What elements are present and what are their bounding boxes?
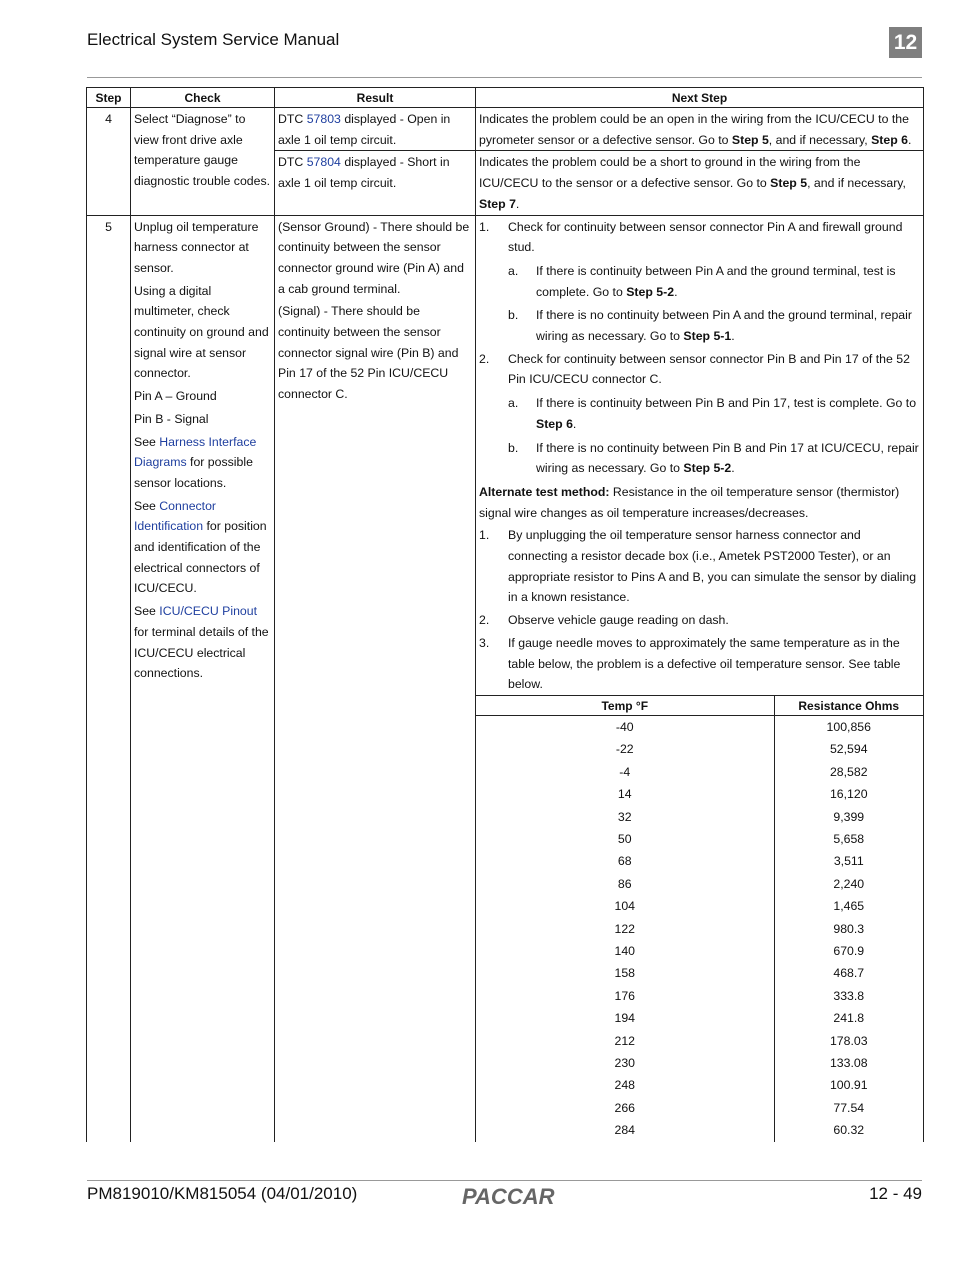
- table-row: [476, 738, 923, 760]
- table-row: [476, 806, 923, 828]
- temp-value: 140: [476, 940, 774, 962]
- table-row: [476, 1007, 923, 1029]
- table-row: [476, 1097, 923, 1119]
- col-header-step: Step: [87, 88, 131, 108]
- list-item: b. If there is no continuity between Pin A and the ground terminal, repair wiring as necessary. Go to Step 5-1.: [508, 308, 912, 344]
- next-step-cell: Indicates the problem could be an open in the wiring from the ICU/CECU to the pyrometer sensor or a defective sensor. Go to Step 5, and if necessary, Step 6.: [476, 108, 924, 151]
- check-cell: Select “Diagnose” to view front drive axle temperature gauge diagnostic trouble codes.: [131, 108, 275, 216]
- table-row: [476, 783, 923, 805]
- table-row: [476, 873, 923, 895]
- list-item: 1. By unplugging the oil temperature sensor harness connector and connecting a resistor decade box (i.e., Ametek PST2000 Tester), or an appropriate resistor to Pins A and B, you can simulate the sensor by dialing in a known resistance.: [479, 528, 917, 605]
- temp-value: 230: [476, 1052, 774, 1074]
- list-item: 1. Check for continuity between sensor connector Pin A and firewall ground stud.: [479, 219, 903, 255]
- resistance-value: 980.3: [833, 921, 865, 936]
- table-row: [476, 940, 923, 962]
- next-step-cell: [476, 215, 924, 695]
- temp-value: 32: [476, 806, 774, 828]
- next-step-cell: Indicates the problem could be a short to ground in the wiring from the ICU/CECU to the sensor or a defective sensor. Go to Step 5, and if necessary, Step 7.: [476, 151, 924, 215]
- table-row: [476, 962, 923, 984]
- resistance-value: 100.91: [829, 1078, 868, 1093]
- temp-value: -4: [476, 761, 774, 783]
- resistance-value: 3,511: [833, 854, 864, 869]
- resistance-value: 468.7: [833, 966, 865, 981]
- table-header-row: [87, 88, 924, 108]
- paccar-logo: PACCAR: [462, 1184, 555, 1209]
- resistance-value: 60.32: [833, 1123, 865, 1138]
- document-id: PM819010/KM815054 (04/01/2010): [87, 1184, 358, 1203]
- resistance-value: 133.08: [829, 1056, 868, 1071]
- resistance-value: 5,658: [833, 832, 865, 847]
- table-row: [476, 1030, 923, 1052]
- table-row: [476, 1052, 923, 1074]
- table-row: [476, 985, 923, 1007]
- temp-value: 50: [476, 828, 774, 850]
- temp-table-header: [476, 696, 923, 716]
- temp-value: -22: [476, 738, 774, 760]
- resistance-value: 16,120: [829, 787, 868, 802]
- harness-interface-link[interactable]: Harness Interface Diagrams: [134, 434, 257, 470]
- page-header-title: Electrical System Service Manual: [87, 30, 340, 49]
- page-number: 12 - 49: [869, 1184, 922, 1203]
- table-row: [476, 715, 923, 738]
- list-item: 2. Check for continuity between sensor connector Pin B and Pin 17 of the 52 Pin ICU/CECU connector C.: [479, 351, 910, 387]
- temp-value: 284: [476, 1119, 774, 1141]
- table-row: [476, 1119, 923, 1141]
- resistance-value: 52,594: [829, 742, 868, 757]
- resistance-value: 178.03: [829, 1033, 868, 1048]
- resistance-value: 2,240: [833, 876, 865, 891]
- result-cell: DTC 57804 displayed - Short in axle 1 oil temp circuit.: [275, 151, 476, 215]
- temp-value: -40: [476, 715, 774, 738]
- list-item: a. If there is continuity between Pin B and Pin 17, test is complete. Go to Step 6.: [508, 396, 917, 431]
- check-cell: Unplug oil temperature harness connector at sensor. Using a digital multimeter, check continuity on ground and signal wire at sensor connector. Pin A – Ground Pin B - Signal See Harness Interface Diagrams for possible sensor locations. See Connector Identification for position and identification of the electrical connectors of ICU/CECU. See ICU/CECU Pinout for terminal details of the ICU/CECU electrical connections.: [131, 215, 275, 1142]
- resistance-value: 670.9: [833, 944, 865, 959]
- temp-value: 194: [476, 1007, 774, 1029]
- temp-value: 176: [476, 985, 774, 1007]
- table-row: [476, 1074, 923, 1096]
- resistance-value: 9,399: [833, 809, 865, 824]
- col-header-next-step: Next Step: [476, 88, 924, 108]
- list-item: 3. If gauge needle moves to approximately the same temperature as in the table below, the problem is a defective oil temperature sensor. See table below.: [479, 635, 901, 692]
- step-number: 4: [87, 108, 131, 216]
- temp-value: 104: [476, 895, 774, 917]
- footer-divider: [87, 1180, 922, 1181]
- resistance-value: 28,582: [829, 764, 868, 779]
- diagnostic-table: [86, 87, 924, 1142]
- table-row: [87, 108, 924, 151]
- table-row: [476, 761, 923, 783]
- col-header-resistance: Resistance Ohms: [774, 696, 923, 716]
- col-header-temp: Temp °F: [476, 696, 774, 716]
- dtc-link[interactable]: 57803: [306, 112, 341, 126]
- temp-value: 212: [476, 1030, 774, 1052]
- temp-table-cell: [476, 695, 924, 1141]
- dtc-link[interactable]: 57804: [306, 155, 341, 170]
- table-row: [476, 895, 923, 917]
- header-divider: [87, 77, 922, 78]
- table-row: [476, 828, 923, 850]
- resistance-value: 100,856: [826, 719, 871, 734]
- temp-value: 68: [476, 850, 774, 872]
- table-row: [87, 215, 924, 695]
- resistance-value: 333.8: [833, 988, 865, 1003]
- resistance-value: 1,465: [833, 899, 865, 914]
- list-item: b. If there is no continuity between Pin B and Pin 17 at ICU/CECU, repair wiring as necessary. Go to Step 5-2.: [508, 440, 919, 476]
- result-cell: (Sensor Ground) - There should be continuity between the sensor connector ground wire (Pin A) and a cab ground terminal. (Signal) - There should be continuity between the sensor connector signal wire (Pin B) and Pin 17 of the 52 Pin ICU/CECU connector C.: [275, 215, 476, 1142]
- table-row: [476, 918, 923, 940]
- temp-value: 14: [476, 783, 774, 805]
- connector-identification-link[interactable]: Connector Identification: [134, 498, 217, 534]
- temp-value: 86: [476, 873, 774, 895]
- table-row: [476, 850, 923, 872]
- step-number: 5: [87, 215, 131, 1142]
- result-cell: DTC 57803 displayed - Open in axle 1 oil temp circuit.: [275, 108, 476, 151]
- temp-value: 266: [476, 1097, 774, 1119]
- alternate-test-method: Alternate test method: Resistance in the oil temperature sensor (thermistor) signal wire changes as oil temperature increases/decreases.: [479, 484, 900, 520]
- col-header-check: Check: [131, 88, 275, 108]
- temp-value: 248: [476, 1074, 774, 1096]
- temp-value: 122: [476, 918, 774, 940]
- temp-value: 158: [476, 962, 774, 984]
- chapter-badge: 12: [889, 27, 922, 58]
- resistance-value: 241.8: [833, 1011, 865, 1026]
- col-header-result: Result: [275, 88, 476, 108]
- temp-resistance-table: [476, 696, 923, 1142]
- icu-cecu-pinout-link[interactable]: ICU/CECU Pinout: [159, 604, 258, 619]
- resistance-value: 77.54: [833, 1100, 865, 1115]
- list-item: a. If there is continuity between Pin A and the ground terminal, test is complete. Go to Step 5-2.: [508, 263, 896, 299]
- list-item: 2. Observe vehicle gauge reading on dash.: [479, 613, 729, 628]
